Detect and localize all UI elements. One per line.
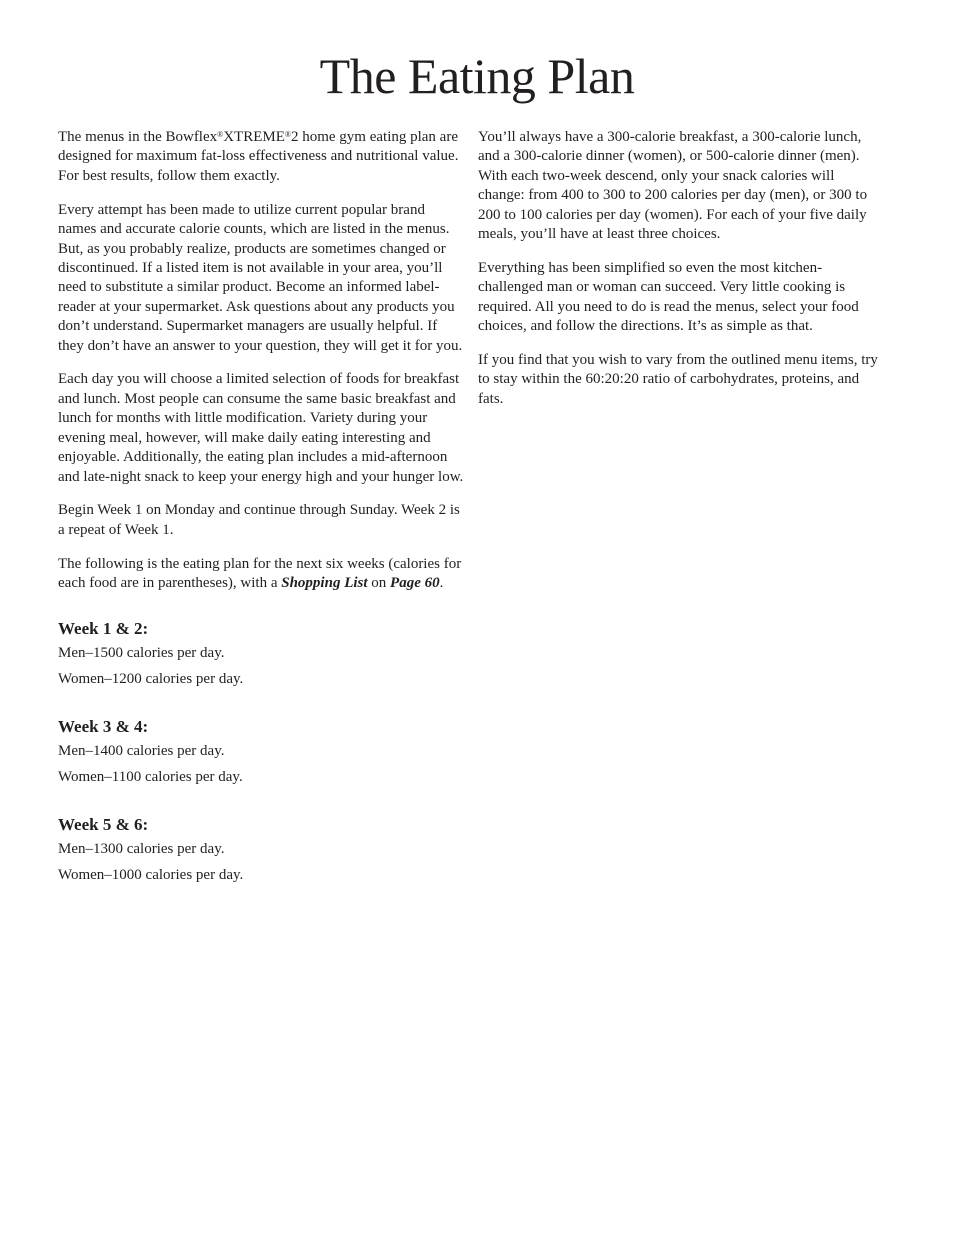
page-reference: Page 60 — [390, 575, 440, 592]
intro-paragraph — [58, 128, 464, 186]
shopping-list-reference: Shopping List — [281, 575, 368, 592]
week-heading: Week 5 & 6: — [58, 814, 149, 834]
plan-text-end: . — [439, 575, 444, 592]
page-title: The Eating Plan — [319, 48, 635, 104]
men-calories: Men–1300 calories per day. — [58, 840, 225, 857]
meal-calories-paragraph: You’ll always have a 300-calorie breakfast, a 300-calorie lunch, and a 300-calorie dinner (women), or 500-calorie dinner (men). With each two-week descend, only your snack calories will change: from 400 to 300 to 200 calories per day (men), or 300 to 200 to 100 calories per day (women). For each of your five daily meals, you’ll have at least three choices. — [478, 129, 868, 243]
men-calories: Men–1400 calories per day. — [58, 742, 225, 759]
week-block-3-4 — [58, 716, 464, 787]
ratio-paragraph: If you find that you wish to vary from the outlined menu items, try to stay within the 60:20:20 ratio of carbohydrates, proteins, and fats. — [478, 352, 878, 407]
week-heading: Week 1 & 2: — [58, 618, 149, 638]
registered-mark: ® — [217, 130, 224, 139]
women-calories: Women–1100 calories per day. — [58, 768, 243, 785]
left-column — [58, 128, 464, 892]
women-calories: Women–1200 calories per day. — [58, 670, 244, 687]
men-calories: Men–1500 calories per day. — [58, 644, 225, 661]
right-column — [478, 128, 882, 424]
week-block-1-2 — [58, 618, 464, 689]
brand-names-paragraph: Every attempt has been made to utilize current popular brand names and accurate calorie counts, which are listed in the menus. But, as you probably realize, products are sometimes changed or discontinued. If a listed item is not available in your area, you’ll need to substitute a similar product. Become an informed label-reader at your supermarket. Ask questions about any products you don’t understand. Supermarket managers are usually helpful. If they don’t have an answer to your question, they will get it for you. — [58, 201, 463, 354]
plan-text-middle: on — [367, 575, 391, 592]
simplified-paragraph: Everything has been simplified so even the most kitchen-challenged man or woman can succeed. Very little cooking is required. All you need to do is read the menus, select your food choices, and follow the directions. It’s as simple as that. — [478, 259, 859, 335]
intro-text-end: 2 home gym eating plan are designed for maximum fat-loss effectiveness and nutritional value. For best results, follow them exactly. — [58, 129, 459, 184]
six-week-plan-paragraph — [58, 555, 464, 594]
plan-text-start: The following is the eating plan for the next six weeks (calories for each food are in parentheses), with a — [58, 555, 462, 592]
daily-selection-paragraph: Each day you will choose a limited selection of foods for breakfast and lunch. Most people can consume the same basic breakfast and lunch for months with little modification. Variety during your evening meal, however, will make daily eating interesting and enjoyable. Additionally, the eating plan includes a mid-afternoon and late-night snack to keep your energy high and your hunger low. — [58, 371, 464, 485]
registered-mark: ® — [284, 130, 291, 139]
week-heading: Week 3 & 4: — [58, 716, 149, 736]
women-calories: Women–1000 calories per day. — [58, 866, 244, 883]
week-start-paragraph: Begin Week 1 on Monday and continue through Sunday. Week 2 is a repeat of Week 1. — [58, 502, 460, 538]
brand-name: XTREME — [223, 129, 285, 145]
week-block-5-6 — [58, 814, 464, 885]
intro-text-start: The menus in the Bowflex — [58, 129, 218, 145]
